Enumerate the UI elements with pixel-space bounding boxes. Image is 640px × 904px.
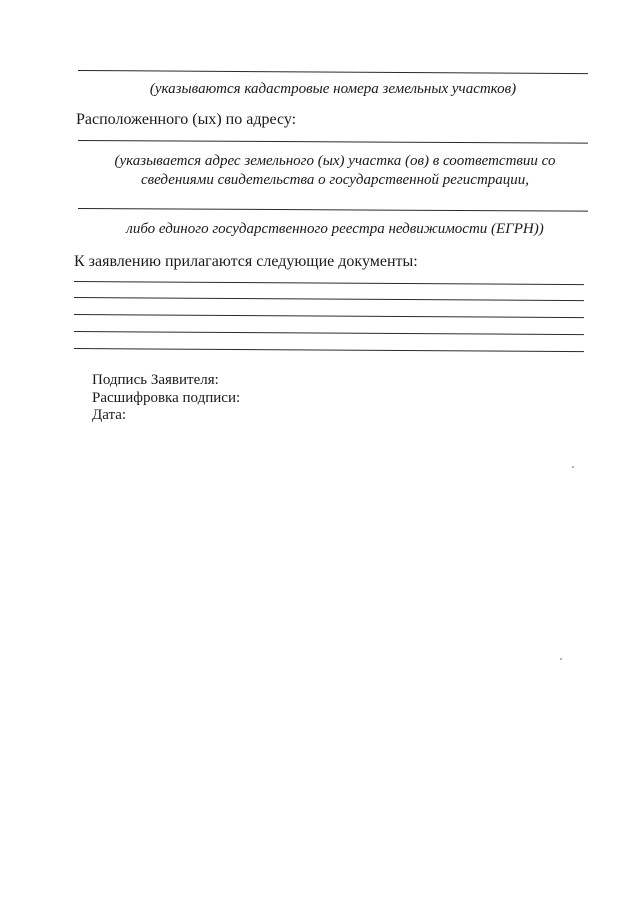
address-hint-line-3: либо единого государственного реестра недвижимости (ЕГРН)) [126, 221, 544, 237]
attachment-line-5[interactable] [74, 348, 584, 352]
signature-label: Подпись Заявителя: [92, 372, 219, 388]
scan-speck [560, 658, 562, 660]
attachments-label: К заявлению прилагаются следующие документы: [74, 253, 418, 270]
attachment-line-4[interactable] [74, 331, 584, 335]
attachment-line-3[interactable] [74, 314, 584, 318]
scan-speck [572, 466, 574, 468]
cadastral-numbers-hint: (указываются кадастровые номера земельных участков) [149, 81, 517, 97]
address-hint-line-2: сведениями свидетельства о государственной регистрации, [140, 172, 530, 188]
date-label: Дата: [92, 407, 127, 423]
signature-transcript-label: Расшифровка подписи: [92, 390, 241, 406]
address-hint-line-1: (указывается адрес земельного (ых) участка (ов) в соответствии со [114, 153, 556, 169]
cadastral-numbers-line[interactable] [78, 70, 588, 74]
attachment-line-2[interactable] [74, 297, 584, 301]
address-line-2[interactable] [78, 208, 588, 212]
address-label: Расположенного (ых) по адресу: [76, 111, 297, 128]
attachment-line-1[interactable] [74, 281, 584, 285]
address-line-1[interactable] [78, 140, 588, 144]
